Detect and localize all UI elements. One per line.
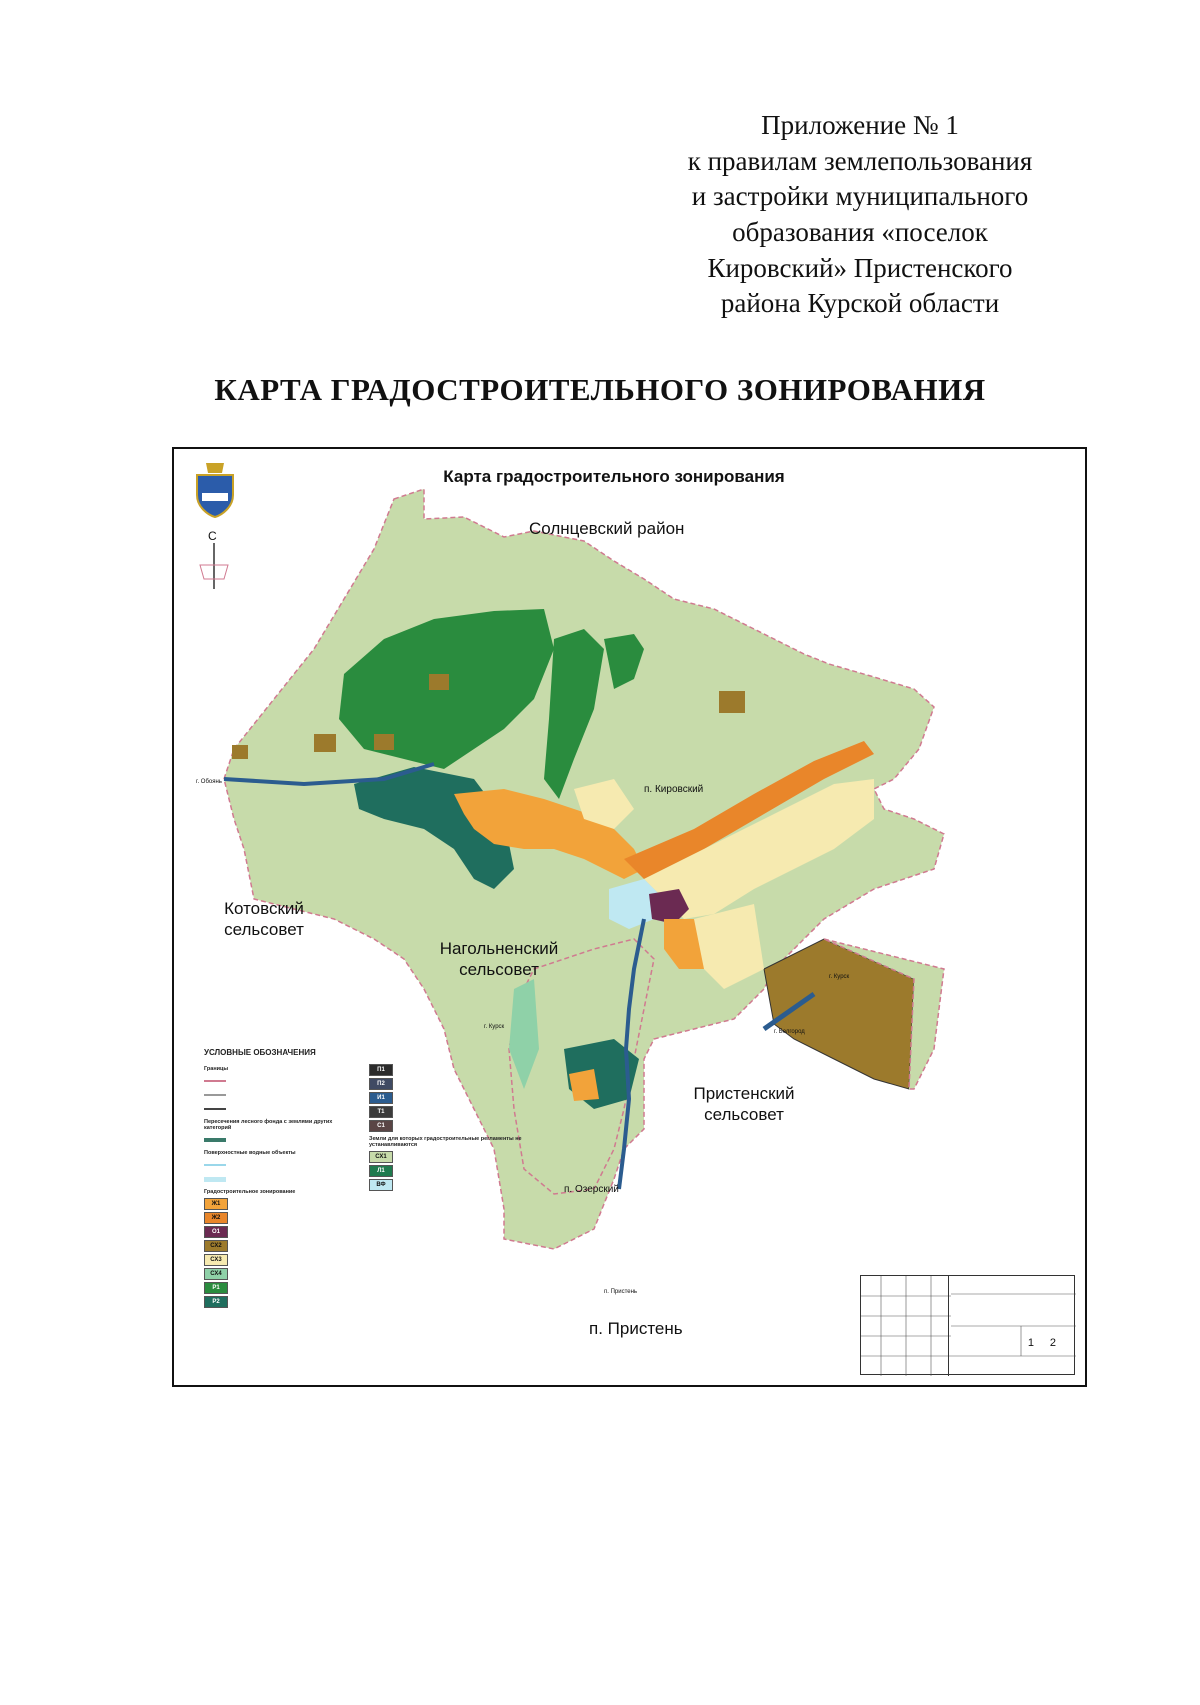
zone-swatch: С1 [369,1120,393,1132]
legend-column-right [369,1063,539,1192]
region-label-center [434,939,564,980]
forest-swatch [204,1138,226,1142]
zone-swatch: Л1 [369,1165,393,1177]
region-label-center-text: Нагольненский сельсовет [439,939,559,979]
legend-water-item [204,1172,354,1186]
region-label-west [204,899,324,940]
settlement-label: п. Кировский [644,784,704,795]
water-swatch [204,1164,226,1166]
road-label: г. Курск [829,974,850,980]
legend-zone-item [204,1295,354,1309]
legend-zone-item [204,1211,354,1225]
zoning-map [172,447,1087,1387]
legend-zone-item [369,1119,539,1133]
legend-section: Поверхностные водные объекты [204,1150,296,1157]
zone-swatch: ВФ [369,1179,393,1191]
legend-border-item [204,1102,354,1116]
legend-title: УСЛОВНЫЕ ОБОЗНАЧЕНИЯ [204,1048,316,1057]
map-legend [204,1049,544,1359]
appendix-line: Приложение № 1 [761,110,959,140]
border-swatch [204,1080,226,1082]
legend-zone-item [204,1197,354,1211]
north-arrow [194,529,234,589]
zone-swatch: Т1 [369,1106,393,1118]
zone-swatch: СХ2 [204,1240,228,1252]
region-label-southeast [674,1084,814,1125]
title-block [948,1276,1074,1376]
document-title: КАРТА ГРАДОСТРОИТЕЛЬНОГО ЗОНИРОВАНИЯ [214,372,986,407]
legend-zone-item [204,1225,354,1239]
appendix-line: образования «поселок [732,216,988,247]
north-arrow-label: С [208,529,217,543]
appendix-line: и застройки муниципального [691,181,1029,212]
legend-border-item [204,1088,354,1102]
zone-swatch: П2 [369,1078,393,1090]
cx2-parcel [429,674,449,690]
region-label-southeast-text: Пристенский сельсовет [693,1084,795,1124]
border-swatch [204,1094,226,1096]
road-label: г. Курск [484,1024,505,1030]
cx2-parcel [314,734,336,752]
legend-zone-item [369,1150,539,1164]
appendix-line: Кировский» Пристенского [707,252,1013,283]
appendix-line: района Курской области [720,288,1000,319]
legend-zone-item [369,1164,539,1178]
legend-forest-item [204,1133,354,1147]
zone-swatch: Р2 [204,1296,228,1308]
legend-zone-item [369,1091,539,1105]
zone-swatch: П1 [369,1064,393,1076]
road-label: п. Пристень [604,1289,638,1295]
legend-zone-item [369,1063,539,1077]
appendix-line: к правилам землепользования [687,145,1033,176]
cx2-parcel [232,745,248,759]
legend-zone-item [204,1281,354,1295]
sheet-number: 1 [1027,1337,1034,1349]
zone-zh1-ozersky [569,1069,599,1101]
zone-swatch: СХ3 [204,1254,228,1266]
zone-swatch: И1 [369,1092,393,1104]
legend-section: Земли для которых градостроительные регламенты не устанавливаются [369,1136,522,1149]
legend-section: Градостроительное зонирование [204,1189,296,1196]
zone-swatch: Ж2 [204,1212,228,1224]
legend-column-left [204,1063,354,1309]
settlement-label: п. Озерский [564,1184,619,1195]
title-block-stamp [860,1275,1075,1375]
map-title: Карта градостроительного зонирования [443,467,785,486]
appendix-note [650,108,1070,322]
legend-zone-item [204,1253,354,1267]
cx2-parcel [719,691,745,713]
legend-water-item [204,1158,354,1172]
legend-zone-item [369,1178,539,1192]
sheet-count: 2 [1049,1337,1056,1349]
road-label: г. Белгород [774,1029,805,1035]
zone-swatch: Р1 [204,1282,228,1294]
border-swatch [204,1108,226,1110]
zone-swatch: СХ1 [369,1151,393,1163]
legend-section: Пересечения лесного фонда с землями других категорий [204,1119,333,1132]
water-swatch [204,1177,226,1182]
legend-zone-item [204,1267,354,1281]
region-label-north: Солнцевский район [529,519,685,538]
legend-section: Границы [204,1066,229,1072]
zone-swatch: Ж1 [204,1198,228,1210]
zone-swatch: СХ4 [204,1268,228,1280]
region-label-west-text: Котовский сельсовет [224,899,304,939]
legend-zone-item [369,1105,539,1119]
coat-of-arms [192,461,238,519]
road-label: г. Обоянь [196,779,222,785]
cx2-parcel [374,734,394,750]
legend-zone-item [369,1077,539,1091]
legend-border-item [204,1074,354,1088]
zone-swatch: О1 [204,1226,228,1238]
legend-zone-item [204,1239,354,1253]
region-label-south: п. Пристень [589,1319,683,1338]
